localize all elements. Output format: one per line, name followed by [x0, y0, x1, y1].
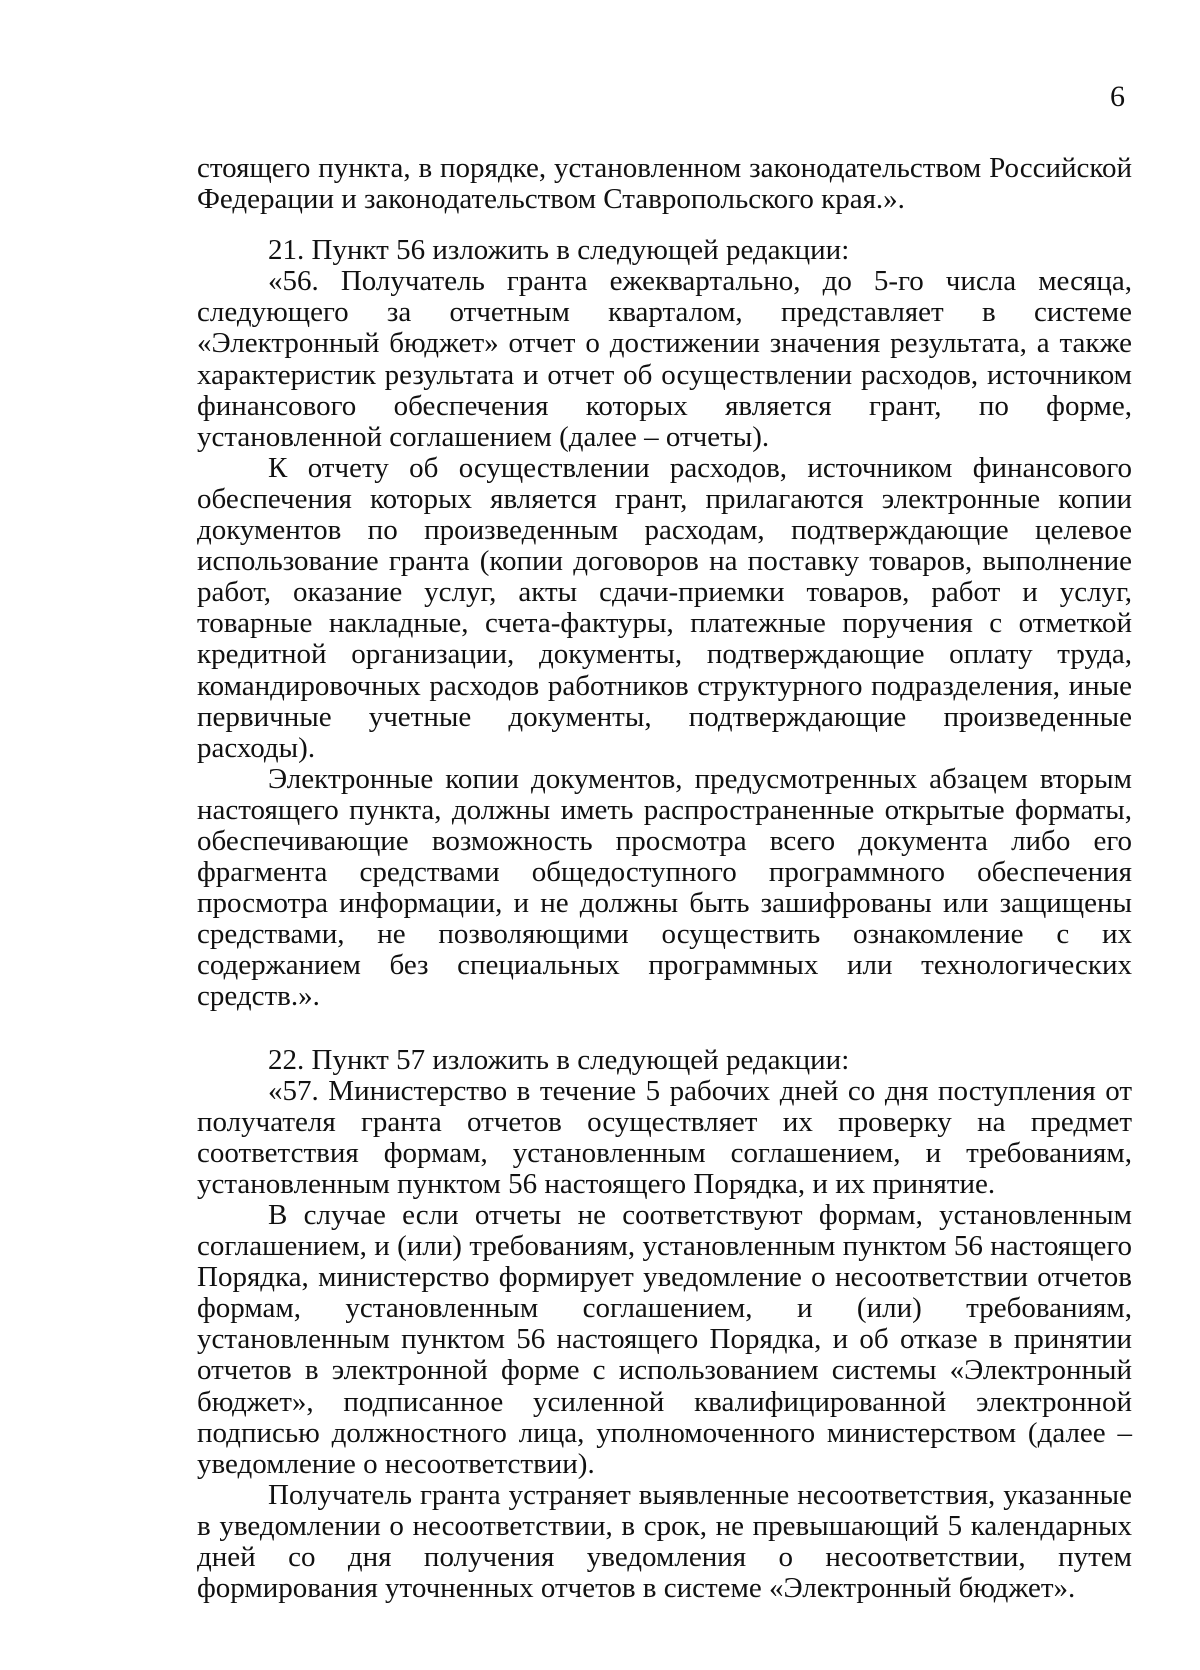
paragraph-continuation: стоящего пункта, в порядке, установленном законодательством Российской Федерации и законодательством Ставропольского края.».: [197, 152, 1132, 216]
paragraph-electronic-copies-formats: Электронные копии документов, предусмотренных абзацем вторым настоящего пункта, должны иметь распространенные открытые форматы, обеспечивающие возможность просмотра всего документа либо его фрагмента средствами общедоступного программного обеспечения просмотра информации, и не должны быть зашифрованы или защищены средствами, не позволяющими осуществить ознакомление с их содержанием без специальных программных или технологических средств.».: [197, 762, 1132, 1013]
paragraph-recipient-corrections: Получатель гранта устраняет выявленные несоответствия, указанные в уведомлении о несоответствии, в срок, не превышающий 5 календарных дней со дня получения уведомления о несоответствии, путем формирования уточненных отчетов в системе «Электронный бюджет».: [197, 1478, 1132, 1605]
paragraph-item-21-heading: 21. Пункт 56 изложить в следующей редакции:: [268, 234, 850, 267]
paragraph-point-57: «57. Министерство в течение 5 рабочих дней со дня поступления от получателя гранта отчетов осуществляет их проверку на предмет соответствия формам, установленным соглашением, и требованиям, установленным пунктом 56 настоящего Порядка, и их принятие.: [197, 1074, 1132, 1200]
paragraph-item-22-heading: 22. Пункт 57 изложить в следующей редакции:: [268, 1043, 850, 1076]
paragraph-gap: [197, 215, 1132, 235]
page-number: 6: [1110, 80, 1125, 113]
document-body: [197, 153, 1132, 1604]
paragraph-gap: [197, 1013, 1132, 1045]
paragraph-expense-report-attachments: К отчету об осуществлении расходов, источником финансового обеспечения которых является грант, прилагаются электронные копии документов по произведенным расходам, подтверждающие целевое использование гранта (копии договоров на поставку товаров, выполнение работ, оказание услуг, акты сдачи-приемки товаров, работ и услуг, товарные накладные, счета-фактуры, платежные поручения с отметкой кредитной организации, документы, подтверждающие оплату труда, командировочных расходов работников структурного подразделения, иные первичные учетные документы, подтверждающие произведенные расходы).: [197, 451, 1132, 764]
paragraph-nonconformity-notice: В случае если отчеты не соответствуют формам, установленным соглашением, и (или) требованиям, установленным пунктом 56 настоящего Порядка, министерство формирует уведомление о несоответствии отчетов формам, установленным соглашением, и (или) требованиям, установленным пунктом 56 настоящего Порядка, и об отказе в принятии отчетов в электронной форме с использованием системы «Электронный бюджет», подписанное усиленной квалифицированной электронной подписью должностного лица, уполномоченного министерством (далее – уведомление о несоответствии).: [197, 1199, 1132, 1480]
paragraph-point-56: «56. Получатель гранта ежеквартально, до 5-го числа месяца, следующего за отчетным кварталом, представляет в системе «Электронный бюджет» отчет о достижении значения результата, а также характеристик результата и отчет об осуществлении расходов, источником финансового обеспечения которых является грант, по форме, установленной соглашением (далее – отчеты).: [197, 265, 1132, 453]
